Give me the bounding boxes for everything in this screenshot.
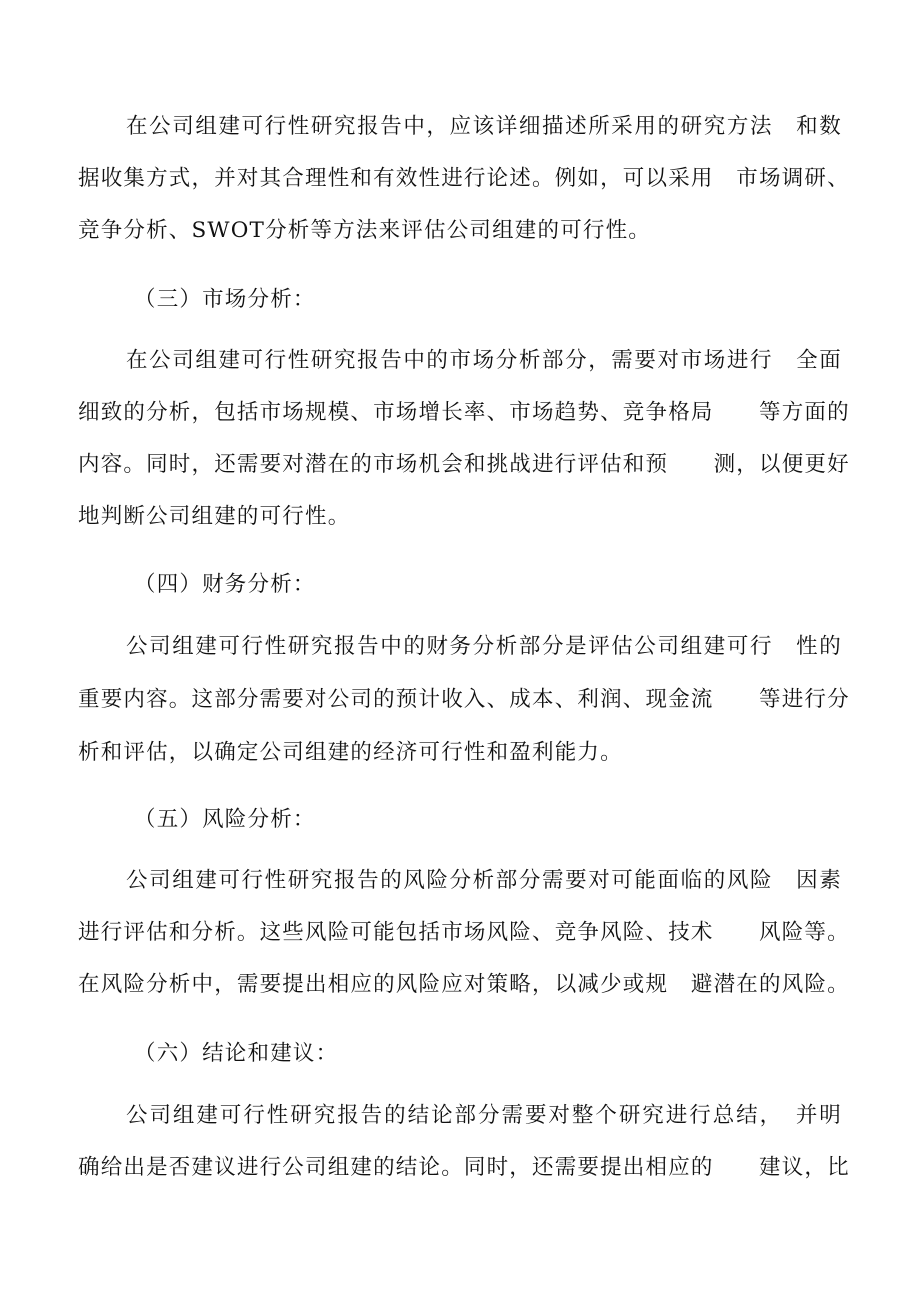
paragraph-line: 细致的分析，包括市场规模、市场增长率、市场趋势、竞争格局 等方面的 bbox=[78, 400, 850, 425]
section-heading-finance: （四）财务分析： bbox=[134, 572, 316, 597]
paragraph-line: 在公司组建可行性研究报告中，应该详细描述所采用的研究方法 和数 bbox=[126, 114, 842, 139]
paragraph-line: 公司组建可行性研究报告中的财务分析部分是评估公司组建可行 性的 bbox=[126, 634, 842, 659]
section-heading-conclusion: （六）结论和建议： bbox=[134, 1041, 339, 1066]
paragraph-line: 重要内容。这部分需要对公司的预计收入、成本、利润、现金流 等进行分 bbox=[78, 687, 850, 712]
paragraph-line: 确给出是否建议进行公司组建的结论。同时，还需要提出相应的 建议，比 bbox=[78, 1155, 850, 1180]
paragraph-line: 在风险分析中，需要提出相应的风险应对策略，以减少或规 避潜在的风险。 bbox=[78, 972, 850, 997]
section-heading-risk: （五）风险分析： bbox=[134, 807, 316, 832]
paragraph-line: 析和评估，以确定公司组建的经济可行性和盈利能力。 bbox=[78, 740, 623, 765]
paragraph-line: 在公司组建可行性研究报告中的市场分析部分，需要对市场进行 全面 bbox=[126, 348, 842, 373]
section-heading-market: （三）市场分析： bbox=[134, 287, 316, 312]
paragraph-line: 进行评估和分析。这些风险可能包括市场风险、竞争风险、技术 风险等。 bbox=[78, 920, 850, 945]
paragraph-line: 地判断公司组建的可行性。 bbox=[78, 504, 351, 529]
paragraph-line: 公司组建可行性研究报告的风险分析部分需要对可能面临的风险 因素 bbox=[126, 868, 842, 893]
paragraph-line: 公司组建可行性研究报告的结论部分需要对整个研究进行总结， 并明 bbox=[126, 1103, 842, 1128]
paragraph-line: 竞争分析、SWOT分析等方法来评估公司组建的可行性。 bbox=[78, 218, 651, 243]
paragraph-line: 内容。同时，还需要对潜在的市场机会和挑战进行评估和预 测，以便更好 bbox=[78, 452, 850, 477]
paragraph-line: 据收集方式，并对其合理性和有效性进行论述。例如，可以采用 市场调研、 bbox=[78, 166, 850, 191]
